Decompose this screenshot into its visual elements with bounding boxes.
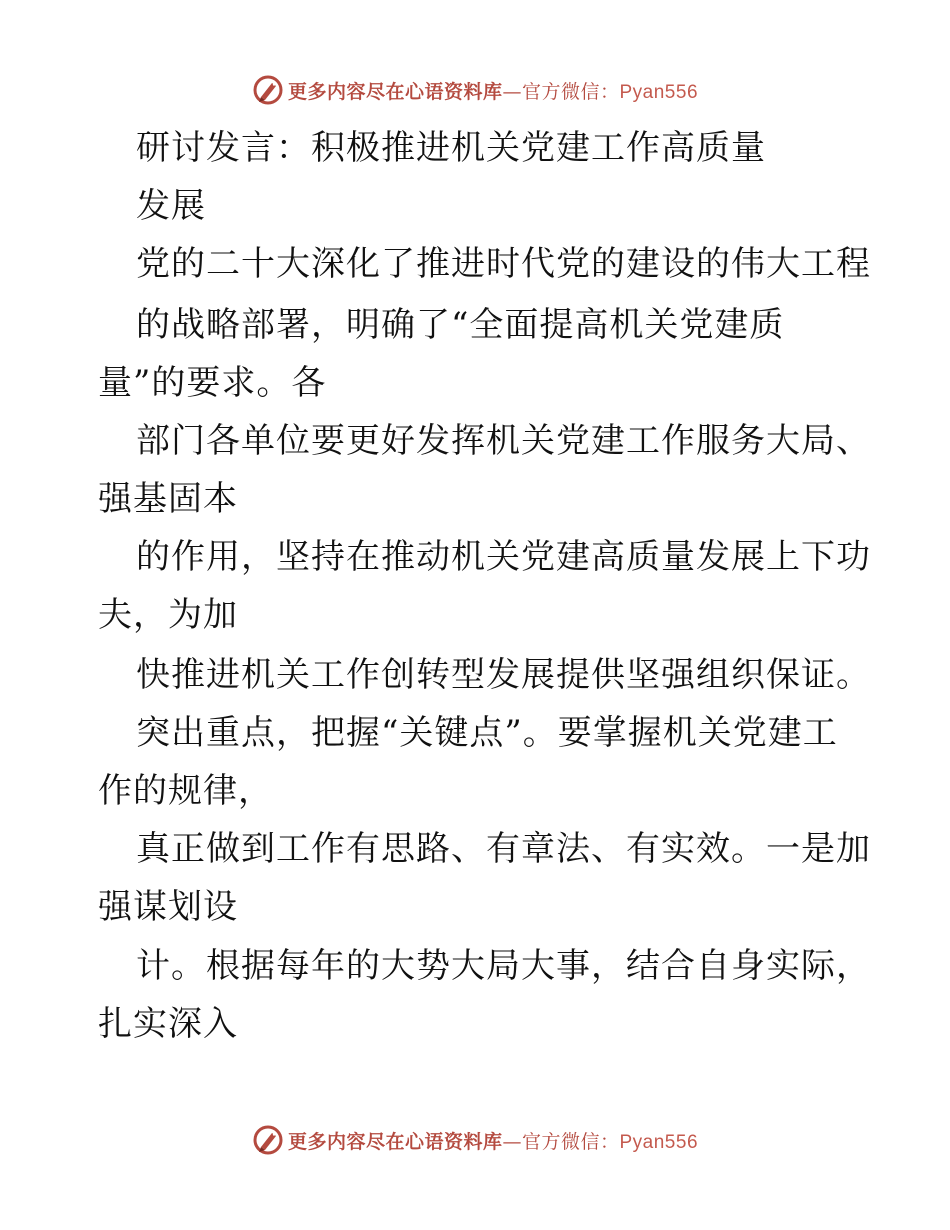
doc-text-line: 突出重点，把握“关键点”。要掌握机关党建工 bbox=[136, 713, 838, 753]
doc-text-line: 扎实深入 bbox=[98, 1004, 238, 1044]
header-watermark-text bbox=[288, 77, 698, 104]
doc-text-line: 部门各单位要更好发挥机关党建工作服务大局、 bbox=[136, 421, 871, 461]
header-watermark-banner bbox=[0, 70, 950, 110]
doc-text-line: 量”的要求。各 bbox=[98, 363, 327, 403]
footer-watermark-banner bbox=[0, 1120, 950, 1160]
doc-text-line: 强基固本 bbox=[98, 479, 238, 519]
doc-title-line-1: 研讨发言：积极推进机关党建工作高质量 bbox=[136, 128, 766, 168]
footer-watermark-main: 更多内容尽在心语资料库 bbox=[287, 1130, 503, 1153]
doc-text-line: 快推进机关工作创转型发展提供坚强组织保证。 bbox=[136, 655, 871, 695]
header-watermark-separator: — bbox=[502, 80, 522, 103]
header-watermark-id: Pyan556 bbox=[619, 81, 699, 103]
doc-title-line-2: 发展 bbox=[136, 186, 206, 226]
header-watermark-main: 更多内容尽在心语资料库 bbox=[287, 80, 503, 103]
doc-text-line: 党的二十大深化了推进时代党的建设的伟大工程 bbox=[136, 244, 871, 284]
doc-text-line: 真正做到工作有思路、有章法、有实效。一是加 bbox=[136, 829, 871, 869]
doc-text-line: 的作用，坚持在推动机关党建高质量发展上下功 bbox=[136, 537, 871, 577]
doc-text-line: 的战略部署，明确了“全面提高机关党建质 bbox=[136, 305, 785, 345]
pen-logo-icon bbox=[252, 74, 284, 106]
doc-text-line: 作的规律， bbox=[98, 771, 273, 811]
doc-text-line: 夫，为加 bbox=[98, 595, 238, 635]
header-watermark-wechat: 官方微信： bbox=[521, 80, 620, 103]
footer-watermark-wechat: 官方微信： bbox=[521, 1130, 620, 1153]
footer-watermark-text bbox=[288, 1127, 698, 1154]
footer-watermark-id: Pyan556 bbox=[619, 1131, 699, 1153]
doc-text-line: 强谋划设 bbox=[98, 887, 238, 927]
pen-logo-icon bbox=[252, 1124, 284, 1156]
footer-watermark-separator: — bbox=[502, 1130, 522, 1153]
doc-text-line: 计。根据每年的大势大局大事，结合自身实际， bbox=[136, 946, 871, 986]
